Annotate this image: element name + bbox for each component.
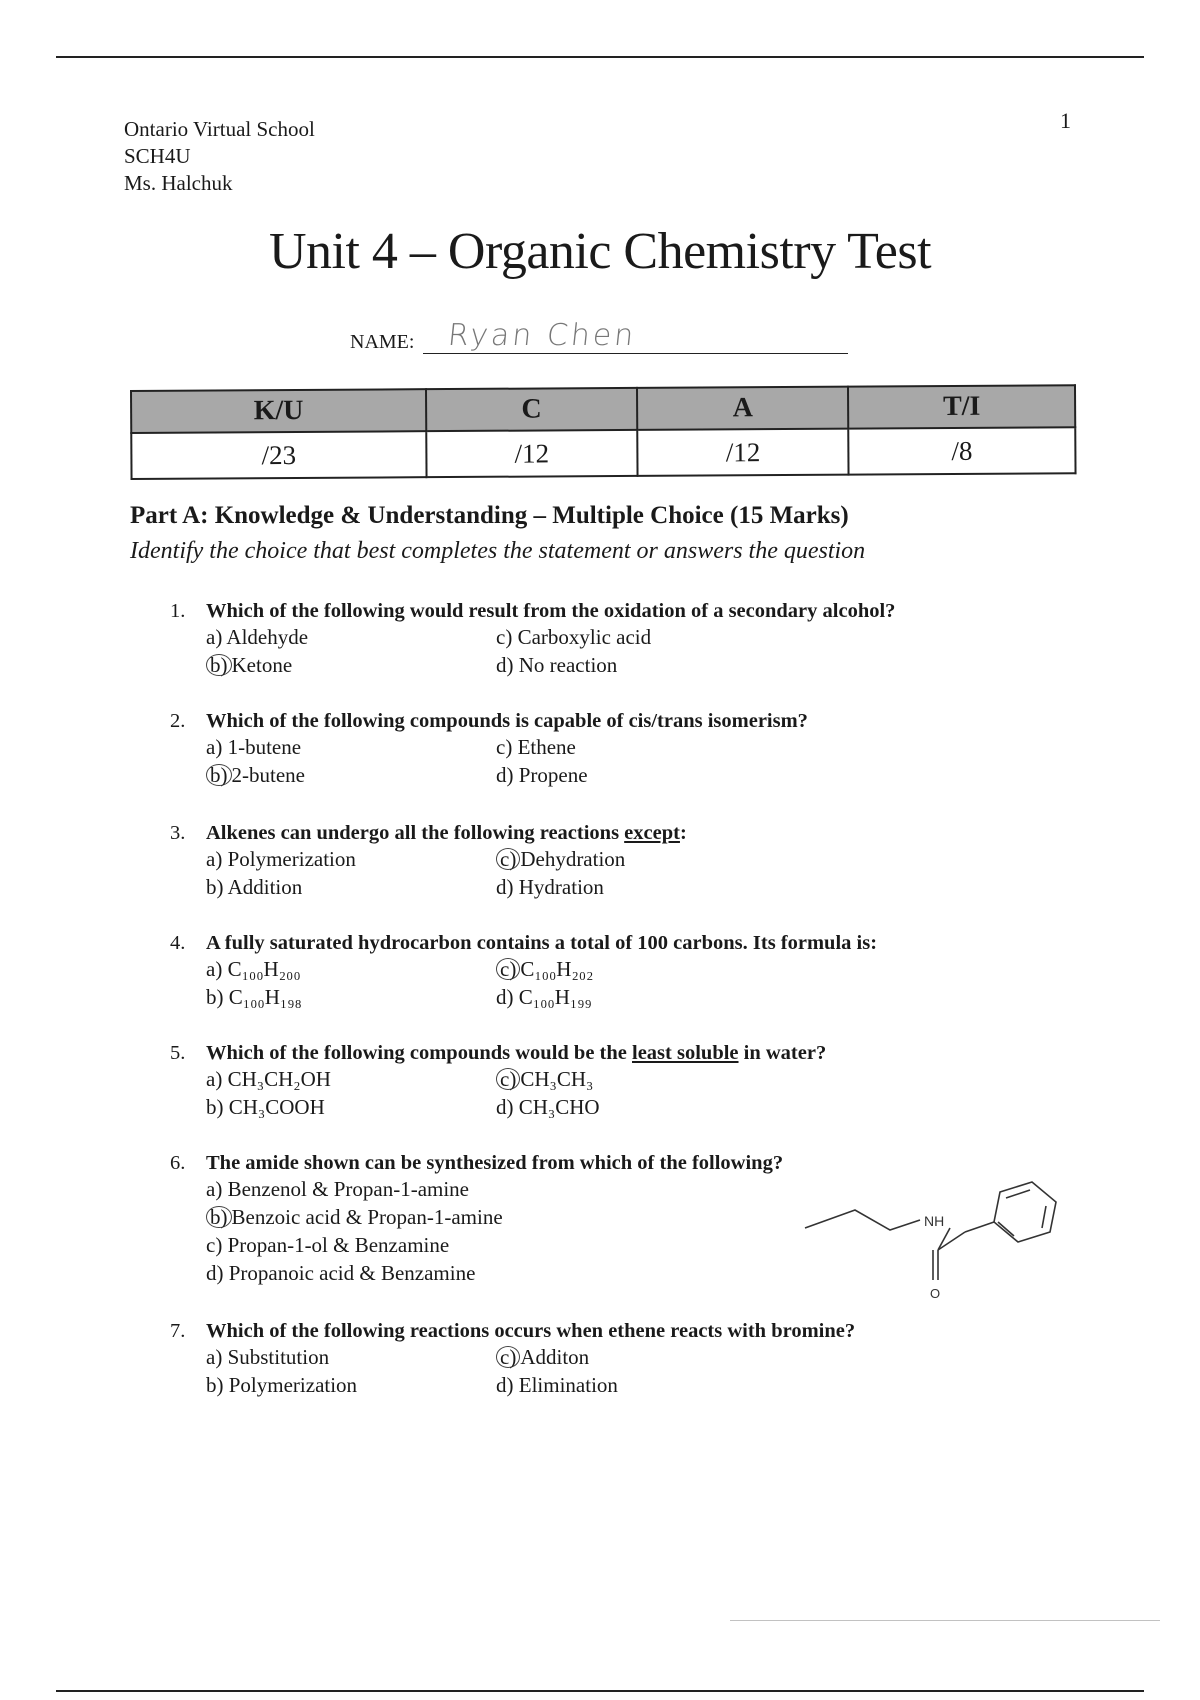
option-letter: a) bbox=[206, 1345, 223, 1369]
teacher-name: Ms. Halchuk bbox=[124, 171, 233, 195]
option-text: Aldehyde bbox=[226, 625, 309, 649]
question-text: Alkenes can undergo all the following reactions bbox=[206, 822, 625, 844]
page-title: Unit 4 – Organic Chemistry Test bbox=[268, 223, 932, 280]
option-a[interactable] bbox=[206, 623, 496, 651]
answer-options bbox=[206, 623, 1030, 679]
option-text: Propanoic acid & Benzamine bbox=[228, 1261, 476, 1285]
answer-options bbox=[206, 845, 1030, 901]
question-text: Which of the following compounds would be the bbox=[206, 1042, 633, 1064]
question-number: 7. bbox=[170, 1320, 186, 1342]
question-7 bbox=[170, 1320, 1030, 1399]
question-emphasis: except bbox=[624, 822, 680, 844]
top-rule bbox=[56, 56, 1144, 58]
course-code: SCH4U bbox=[124, 144, 191, 168]
document-header bbox=[124, 116, 315, 197]
option-letter: b) bbox=[206, 1373, 224, 1397]
option-letter: b) bbox=[206, 654, 232, 676]
marks-value-row bbox=[131, 427, 1075, 479]
marks-value: /12 bbox=[637, 429, 848, 476]
option-letter: d) bbox=[496, 875, 514, 899]
option-text: C₁₀₀H₁₉₉ bbox=[518, 985, 592, 1009]
option-c-selected[interactable] bbox=[496, 1343, 796, 1371]
option-letter: b) bbox=[206, 764, 232, 786]
option-d[interactable] bbox=[206, 1259, 766, 1287]
question-5 bbox=[170, 1042, 1030, 1121]
option-c-selected[interactable] bbox=[496, 1065, 796, 1093]
option-letter: a) bbox=[206, 847, 223, 871]
option-text: Carboxylic acid bbox=[517, 625, 652, 649]
question-emphasis: least soluble bbox=[632, 1042, 739, 1064]
marks-header: K/U bbox=[131, 389, 426, 433]
structure-bonds bbox=[805, 1182, 1056, 1280]
option-text: Benzoic acid & Propan-1-amine bbox=[231, 1205, 503, 1229]
option-a[interactable] bbox=[206, 1065, 496, 1093]
option-d[interactable] bbox=[496, 1371, 796, 1399]
option-letter: c) bbox=[496, 1068, 520, 1090]
option-text: No reaction bbox=[518, 653, 618, 677]
marks-header: T/I bbox=[848, 385, 1075, 428]
question-text: Which of the following reactions occurs when ethene reacts with bromine? bbox=[206, 1320, 856, 1342]
amide-structure-diagram bbox=[800, 1180, 1070, 1310]
bottom-rule bbox=[56, 1690, 1144, 1692]
marks-header: A bbox=[637, 387, 848, 430]
option-a[interactable] bbox=[206, 955, 496, 983]
option-text: Polymerization bbox=[227, 847, 356, 871]
question-text: Which of the following compounds is capable of cis/trans isomerism? bbox=[206, 710, 808, 732]
marks-table bbox=[130, 384, 1077, 480]
option-d[interactable] bbox=[496, 1093, 796, 1121]
answer-options bbox=[206, 1065, 1030, 1121]
option-letter: c) bbox=[496, 735, 513, 759]
option-letter: b) bbox=[206, 875, 224, 899]
option-text: 1-butene bbox=[227, 735, 302, 759]
option-letter: c) bbox=[206, 1233, 223, 1257]
option-a[interactable] bbox=[206, 1343, 496, 1371]
question-number: 5. bbox=[170, 1042, 186, 1064]
page-number: 1 bbox=[1060, 108, 1071, 133]
option-d[interactable] bbox=[496, 873, 796, 901]
option-letter: d) bbox=[206, 1261, 224, 1285]
question-text-suffix: in water? bbox=[738, 1042, 827, 1064]
option-letter: b) bbox=[206, 1206, 232, 1228]
question-stem bbox=[170, 1320, 1030, 1343]
question-1 bbox=[170, 600, 1030, 679]
option-text: CH₃CH₃ bbox=[520, 1067, 594, 1091]
question-stem bbox=[170, 710, 1030, 733]
marks-value: /12 bbox=[426, 430, 637, 477]
option-text: Propene bbox=[518, 763, 588, 787]
option-letter: c) bbox=[496, 625, 513, 649]
option-text: Benzenol & Propan-1-amine bbox=[227, 1177, 470, 1201]
option-text: Ethene bbox=[517, 735, 576, 759]
option-text: Additon bbox=[520, 1345, 590, 1369]
option-letter: a) bbox=[206, 735, 223, 759]
marks-value: /8 bbox=[848, 427, 1075, 474]
oxygen-label: O bbox=[930, 1286, 941, 1301]
option-letter: c) bbox=[496, 958, 520, 980]
option-text: Ketone bbox=[231, 653, 293, 677]
question-number: 2. bbox=[170, 710, 186, 732]
option-b-selected[interactable] bbox=[206, 1203, 766, 1231]
question-2 bbox=[170, 710, 1030, 789]
option-letter: d) bbox=[496, 653, 514, 677]
option-c[interactable] bbox=[496, 733, 796, 761]
marks-header: C bbox=[426, 388, 637, 431]
option-a[interactable] bbox=[206, 845, 496, 873]
option-b[interactable] bbox=[206, 873, 496, 901]
option-text: C₁₀₀H₁₉₈ bbox=[228, 985, 302, 1009]
marks-value: /23 bbox=[131, 431, 426, 479]
option-letter: b) bbox=[206, 1095, 224, 1119]
option-b[interactable] bbox=[206, 983, 496, 1011]
nh-label: NH bbox=[924, 1213, 945, 1229]
option-a[interactable] bbox=[206, 733, 496, 761]
question-number: 1. bbox=[170, 600, 186, 622]
option-letter: b) bbox=[206, 985, 224, 1009]
option-letter: d) bbox=[496, 985, 514, 1009]
option-text: CH₃COOH bbox=[228, 1095, 325, 1119]
scan-mark-line bbox=[730, 1620, 1160, 1621]
question-number: 6. bbox=[170, 1152, 186, 1174]
question-text: Which of the following would result from the oxidation of a secondary alcohol? bbox=[206, 600, 896, 622]
name-field bbox=[350, 318, 848, 354]
option-text: Addition bbox=[227, 875, 303, 899]
option-b[interactable] bbox=[206, 1371, 496, 1399]
marks-header-row bbox=[131, 385, 1075, 433]
option-text: Hydration bbox=[518, 875, 604, 899]
school-name: Ontario Virtual School bbox=[124, 117, 315, 141]
option-text: CH₃CH₂OH bbox=[227, 1067, 331, 1091]
option-text: Polymerization bbox=[228, 1373, 358, 1397]
option-b[interactable] bbox=[206, 1093, 496, 1121]
answer-options bbox=[206, 1343, 1030, 1399]
option-a[interactable] bbox=[206, 1175, 766, 1203]
answer-options bbox=[206, 733, 1030, 789]
option-b-selected[interactable] bbox=[206, 761, 496, 789]
part-a-instructions: Identify the choice that best completes the statement or answers the question bbox=[130, 538, 866, 564]
question-text: The amide shown can be synthesized from which of the following? bbox=[206, 1152, 784, 1174]
option-text: CH₃CHO bbox=[518, 1095, 600, 1119]
name-label: NAME: bbox=[350, 331, 415, 353]
part-a-title: Part A: Knowledge & Understanding – Multiple Choice (15 Marks) bbox=[130, 502, 849, 529]
option-text: Substitution bbox=[227, 1345, 330, 1369]
option-text: C₁₀₀H₂₀₀ bbox=[227, 957, 301, 981]
question-3 bbox=[170, 822, 1030, 901]
option-d[interactable] bbox=[496, 983, 796, 1011]
question-stem bbox=[170, 932, 1030, 955]
option-letter: d) bbox=[496, 763, 514, 787]
option-text: 2-butene bbox=[231, 763, 305, 787]
option-letter: a) bbox=[206, 1067, 223, 1091]
question-stem bbox=[170, 600, 1030, 623]
question-number: 3. bbox=[170, 822, 186, 844]
option-d[interactable] bbox=[496, 761, 796, 789]
question-stem bbox=[170, 1152, 1030, 1175]
option-text: Dehydration bbox=[520, 847, 626, 871]
question-number: 4. bbox=[170, 932, 186, 954]
question-text-suffix: : bbox=[679, 822, 687, 844]
option-letter: c) bbox=[496, 848, 520, 870]
question-text: A fully saturated hydrocarbon contains a total of 100 carbons. Its formula is: bbox=[206, 932, 878, 954]
option-c[interactable] bbox=[206, 1231, 766, 1259]
answer-options bbox=[206, 955, 1030, 1011]
name-line bbox=[423, 318, 848, 354]
option-text: Elimination bbox=[518, 1373, 618, 1397]
option-letter: a) bbox=[206, 625, 223, 649]
option-letter: d) bbox=[496, 1373, 514, 1397]
option-letter: a) bbox=[206, 1177, 223, 1201]
option-letter: c) bbox=[496, 1346, 520, 1368]
option-b-selected[interactable] bbox=[206, 651, 496, 679]
option-c-selected[interactable] bbox=[496, 845, 796, 873]
question-4 bbox=[170, 932, 1030, 1011]
option-c-selected[interactable] bbox=[496, 955, 796, 983]
handwritten-name: Ryan Chen bbox=[446, 318, 639, 353]
option-c[interactable] bbox=[496, 623, 796, 651]
option-letter: d) bbox=[496, 1095, 514, 1119]
option-letter: a) bbox=[206, 957, 223, 981]
question-stem bbox=[170, 1042, 1030, 1065]
option-d[interactable] bbox=[496, 651, 796, 679]
option-text: Propan-1-ol & Benzamine bbox=[227, 1233, 450, 1257]
question-stem bbox=[170, 822, 1030, 845]
option-text: C₁₀₀H₂₀₂ bbox=[520, 957, 594, 981]
